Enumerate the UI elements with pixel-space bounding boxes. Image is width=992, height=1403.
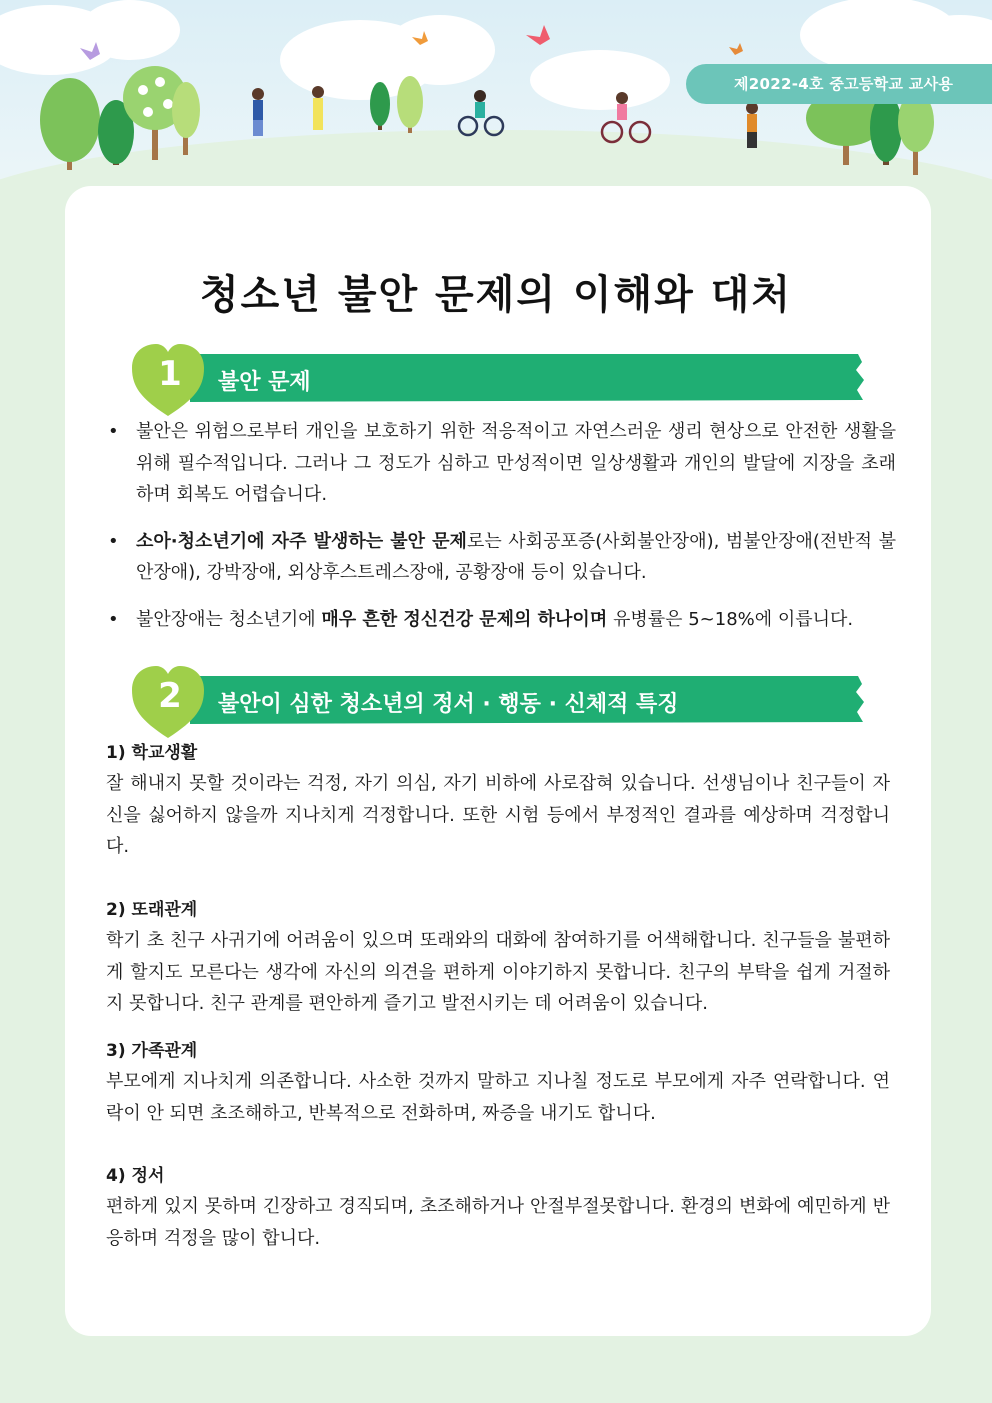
subsection-heading: 3) 가족관계 <box>106 1041 198 1061</box>
bullet-item <box>106 416 896 511</box>
subsection-body: 잘 해내지 못할 것이라는 걱정, 자기 의심, 자기 비하에 사로잡혀 있습니다. 선생님이나 친구들이 자신을 싫어하지 않을까 지나치게 걱정합니다. 또한 시험 등에서 부정적인 결과를 예상하며 걱정합니다. <box>106 773 890 857</box>
subsection-heading: 4) 정서 <box>106 1166 165 1186</box>
subsection-body: 부모에게 지나치게 의존합니다. 사소한 것까지 말하고 지나칠 정도로 부모에게 자주 연락합니다. 연락이 안 되면 초조해하고, 반복적으로 전화하며, 짜증을 내기도 합니다. <box>106 1071 890 1124</box>
bullet-dot-icon: • <box>108 530 119 552</box>
bullet-emphasis: 소아·청소년기에 자주 발생하는 불안 문제 <box>136 530 467 552</box>
bullet-dot-icon: • <box>108 421 119 442</box>
bullet-item <box>106 526 896 589</box>
bullet-text: 불안장애는 청소년기에 <box>136 608 322 630</box>
subsection-peers <box>106 895 890 1020</box>
section-1-label: 불안 문제 <box>218 370 311 395</box>
section-1-header <box>130 340 870 420</box>
section-2-number: 2 <box>158 676 182 716</box>
bullet-item <box>106 604 896 636</box>
bullet-dot-icon: • <box>108 608 119 630</box>
subsection-school <box>106 738 890 863</box>
section-2-header <box>130 662 870 742</box>
subsection-emotion <box>106 1161 890 1254</box>
bullet-emphasis: 매우 흔한 정신건강 문제의 하나이며 <box>321 608 608 630</box>
subsection-heading: 1) 학교생활 <box>106 743 198 763</box>
subsection-body: 편하게 있지 못하며 긴장하고 경직되며, 초조해하거나 안절부절못합니다. 환경의 변화에 예민하게 반응하며 걱정을 많이 합니다. <box>106 1196 890 1249</box>
subsection-body: 학기 초 친구 사귀기에 어려움이 있으며 또래와의 대화에 참여하기를 어색해합니다. 친구들을 불편하게 할지도 모른다는 생각에 자신의 의견을 편하게 이야기하지 못합니다. 친구의 부탁을 쉽게 거절하지 못합니다. 친구 관계를 편안하게 즐기고 발전시키는 데 어려움이 있습니다. <box>106 930 890 1014</box>
section-2-label: 불안이 심한 청소년의 정서 · 행동 · 신체적 특징 <box>218 692 679 717</box>
issue-badge: 제2022-4호 중고등학교 교사용 <box>686 64 992 104</box>
section-1-bullets <box>106 416 896 650</box>
document-title: 청소년 불안 문제의 이해와 대처 <box>199 270 793 318</box>
subsection-heading: 2) 또래관계 <box>106 900 198 920</box>
section-1-number: 1 <box>158 354 182 394</box>
bullet-text: 불안은 위험으로부터 개인을 보호하기 위한 적응적이고 자연스러운 생리 현상으로 안전한 생활을 위해 필수적입니다. 그러나 그 정도가 심하고 만성적이면 일상생활과 개인의 발달에 지장을 초래하며 회복도 어렵습니다. <box>136 421 896 505</box>
bullet-text: 로는 사회공포증(사회불안장애), 범불안장애(전반적 불안장애), 강박장애, 외상후스트레스장애, 공황장애 등이 있습니다. <box>136 530 896 583</box>
subsection-family <box>106 1036 890 1129</box>
bullet-text: 유병률은 5~18%에 이릅니다. <box>607 608 854 630</box>
